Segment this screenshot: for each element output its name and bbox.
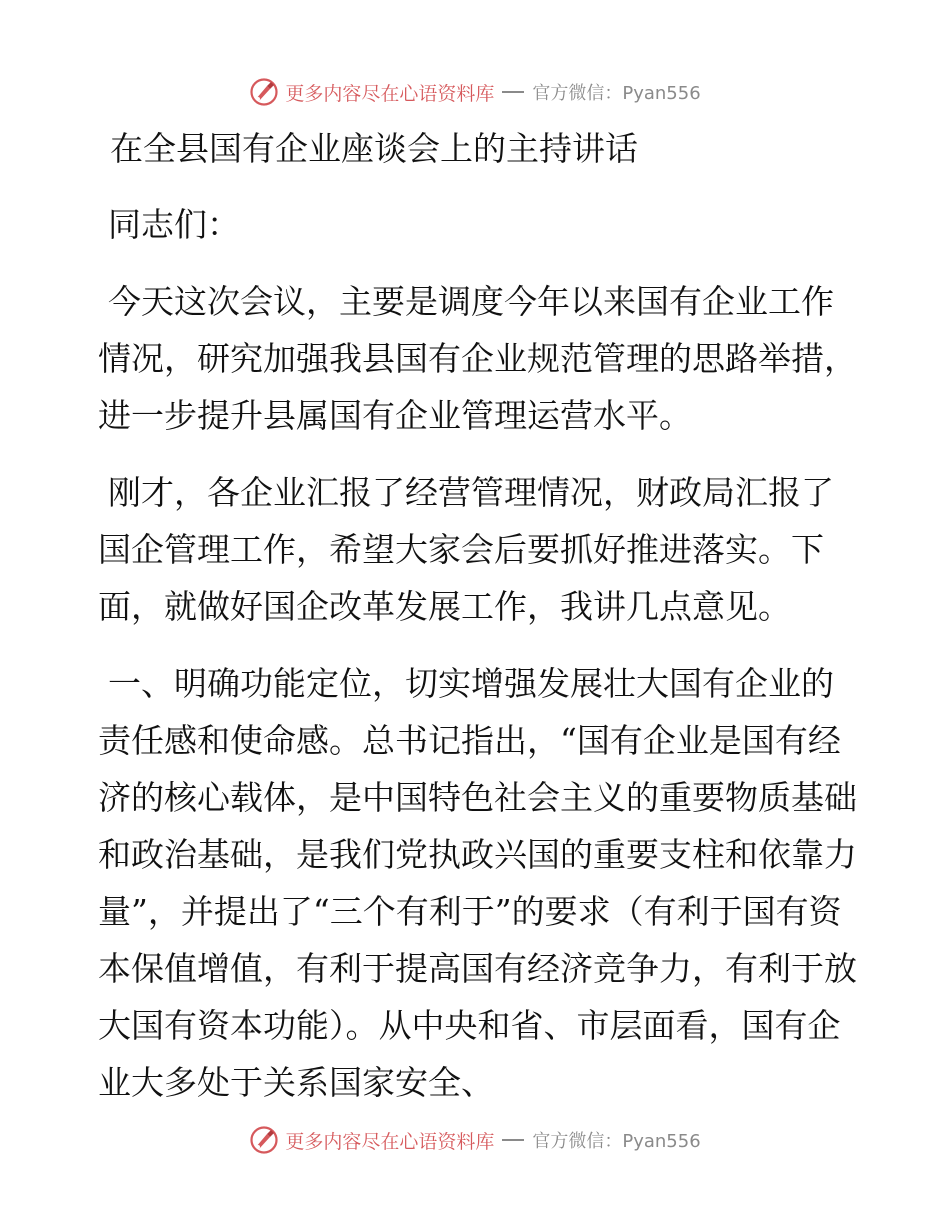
watermark-official-text: 官方微信：Pyan556: [532, 1131, 701, 1152]
watermark-brand-text: 更多内容尽在心语资料库: [285, 1130, 495, 1153]
watermark-brand-text: 更多内容尽在心语资料库: [285, 82, 495, 105]
document-body: [98, 124, 858, 1111]
paragraph-2: 刚才，各企业汇报了经营管理情况，财政局汇报了国企管理工作，希望大家会后要抓好推进落实。下面，就做好国企改革发展工作，我讲几点意见。: [98, 473, 834, 626]
footer-watermark-banner: [0, 1120, 950, 1160]
brush-pen-logo-icon: [249, 1125, 279, 1155]
brush-pen-logo-icon: [249, 77, 279, 107]
watermark-dash: [502, 1139, 524, 1141]
greeting: 同志们：: [108, 205, 240, 244]
document-title: 在全县国有企业座谈会上的主持讲话: [110, 129, 638, 168]
header-watermark-banner: [0, 72, 950, 112]
paragraph-1: 今天这次会议，主要是调度今年以来国有企业工作情况，研究加强我县国有企业规范管理的思路举措，进一步提升县属国有企业管理运营水平。: [98, 282, 857, 435]
watermark-dash: [502, 91, 524, 93]
paragraph-3: 一、明确功能定位，切实增强发展壮大国有企业的责任感和使命感。总书记指出，“国有企业是国有经济的核心载体，是中国特色社会主义的重要物质基础和政治基础，是我们党执政兴国的重要支柱和依靠力量”，并提出了“三个有利于”的要求（有利于国有资本保值增值，有利于提高国有经济竞争力，有利于放大国有资本功能）。从中央和省、市层面看，国有企业大多处于关系国家安全、: [98, 664, 857, 1102]
watermark-official-text: 官方微信：Pyan556: [532, 83, 701, 104]
